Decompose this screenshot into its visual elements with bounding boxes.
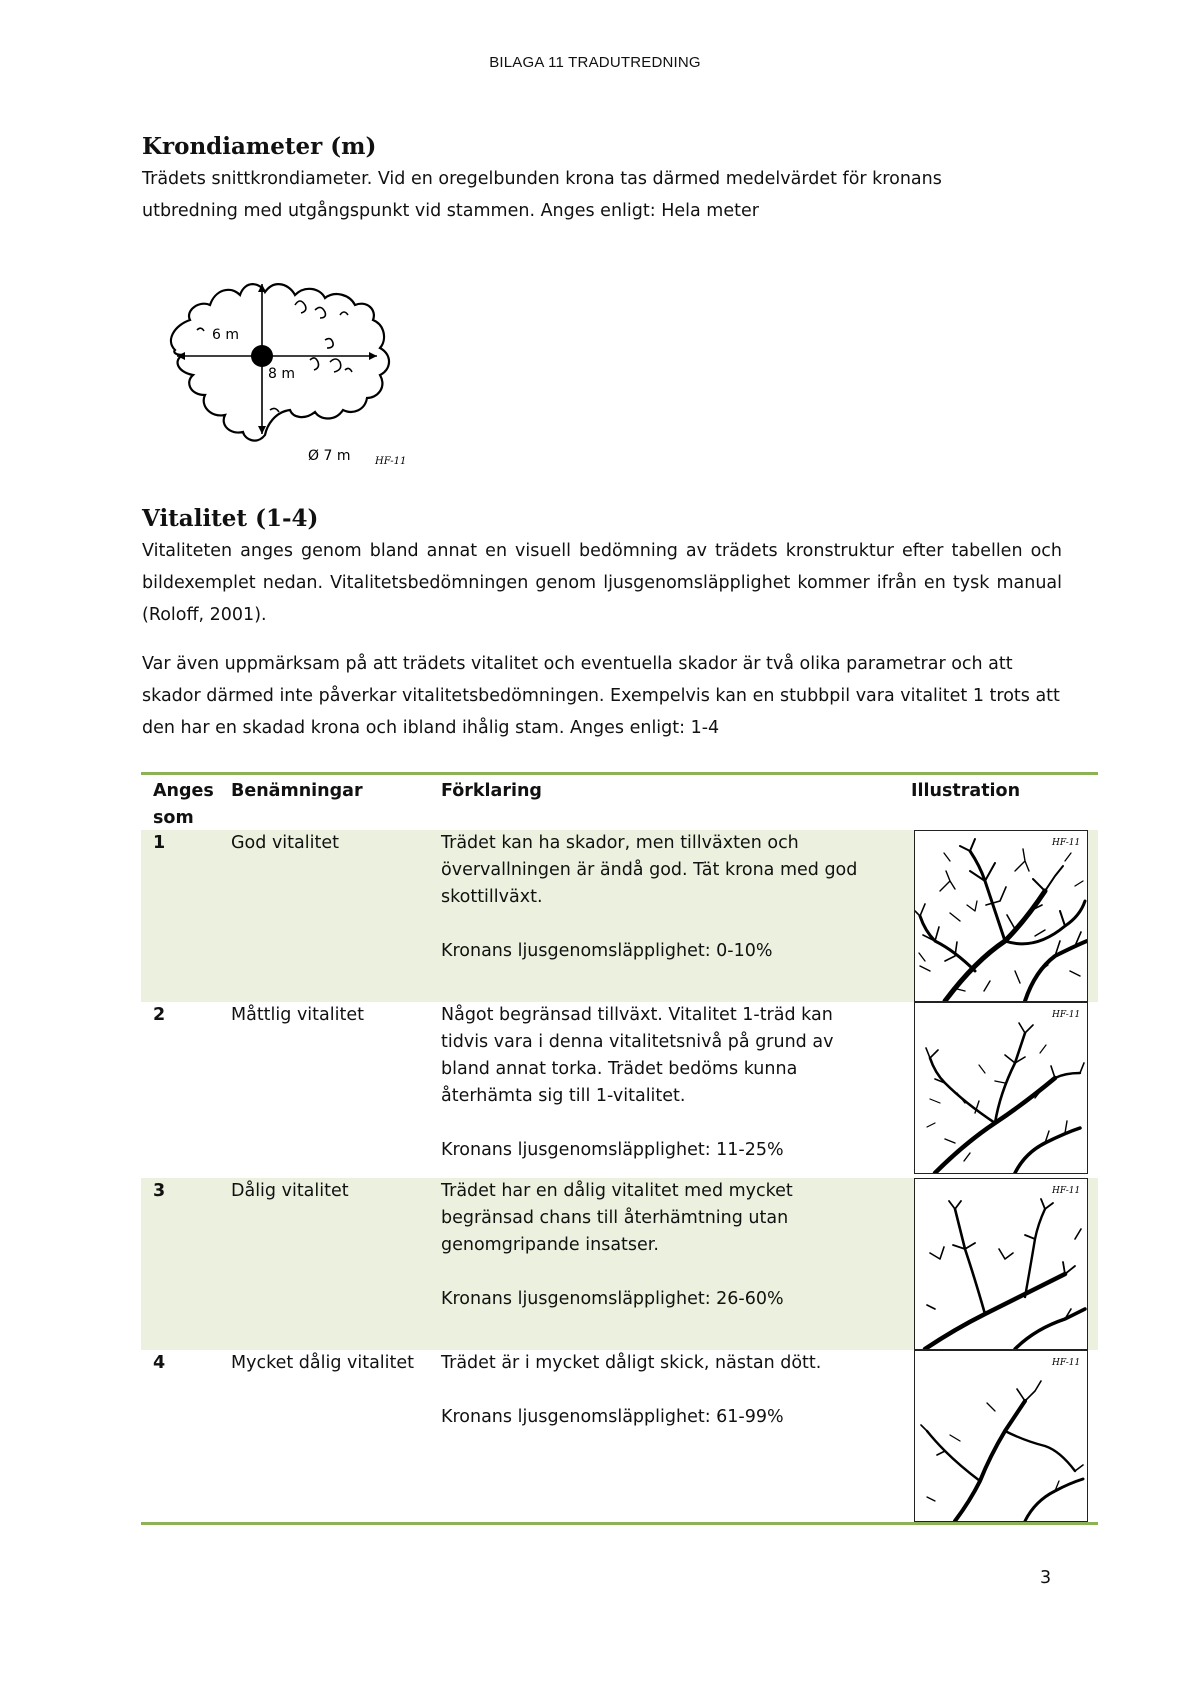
section-title-krondiameter: Krondiameter (m) — [142, 133, 377, 160]
row1-num: 1 — [153, 833, 166, 853]
row1-illustration — [914, 830, 1088, 1002]
crown-diameter-diagram — [155, 270, 430, 480]
svg-text:HF-11: HF-11 — [1052, 1010, 1081, 1020]
row1-light: Kronans ljusgenomsläpplighet: 0-10% — [441, 941, 773, 961]
row4-illustration — [914, 1350, 1088, 1522]
row2-explanation: Något begränsad tillväxt. Vitalitet 1-träd kan tidvis vara i denna vitalitetsnivå på grund av bland annat torka. Trädet bedöms kunna återhämta sig till 1-vitalitet. — [441, 1005, 834, 1106]
row4-num: 4 — [153, 1353, 166, 1373]
row1-explanation: Trädet kan ha skador, men tillväxten och övervallningen är ändå god. Tät krona med god skottillväxt. — [441, 833, 858, 907]
row4-name: Mycket dålig vitalitet — [231, 1353, 415, 1373]
row3-explanation-cell — [441, 1178, 881, 1313]
row2-light: Kronans ljusgenomsläpplighet: 11-25% — [441, 1140, 784, 1160]
row3-name: Dålig vitalitet — [231, 1181, 349, 1201]
row1-name: God vitalitet — [231, 833, 339, 853]
row1-explanation-cell — [441, 830, 881, 965]
svg-text:HF-11: HF-11 — [1052, 838, 1081, 848]
header-illustration: Illustration — [911, 781, 1021, 801]
page-header: BILAGA 11 TRADUTREDNING — [489, 54, 701, 71]
page-number: 3 — [1040, 1568, 1052, 1588]
header-anges-som: Anges som — [153, 781, 214, 828]
row2-name: Måttlig vitalitet — [231, 1005, 364, 1025]
table-bottom-rule — [141, 1522, 1098, 1525]
krondiameter-text — [142, 163, 1062, 227]
row4-explanation: Trädet är i mycket dåligt skick, nästan dött. — [441, 1353, 822, 1373]
row3-light: Kronans ljusgenomsläpplighet: 26-60% — [441, 1289, 784, 1309]
svg-text:HF-11: HF-11 — [1052, 1186, 1081, 1196]
row4-light: Kronans ljusgenomsläpplighet: 61-99% — [441, 1407, 784, 1427]
table-header-row — [141, 778, 1098, 830]
table-top-rule — [141, 772, 1098, 775]
row2-num: 2 — [153, 1005, 166, 1025]
row3-explanation: Trädet har en dålig vitalitet med mycket begränsad chans till återhämtning utan genomgripande insatser. — [441, 1181, 793, 1255]
row4-explanation-cell — [441, 1350, 881, 1431]
label-8m: 8 m — [268, 366, 295, 382]
row2-illustration — [914, 1002, 1088, 1174]
svg-text:HF-11: HF-11 — [1052, 1358, 1081, 1368]
vitalitet-paragraph-1: Vitaliteten anges genom bland annat en visuell bedömning av trädets kronstruktur efter tabellen och bildexemplet nedan. Vitalitetsbedömningen genom ljusgenomsläpplighet kommer ifrån en tysk manual (Roloff, 2001). — [142, 541, 1062, 625]
vitalitet-paragraph-2: Var även uppmärksam på att trädets vitalitet och eventuella skador är två olika parametrar och att skador därmed inte påverkar vitalitetsbedömningen. Exempelvis kan en stubbpil vara vitalitet 1 trots att den har en skadad krona och ibland ihålig stam. Anges enligt: 1-4 — [142, 654, 1060, 738]
label-diameter: Ø 7 m — [308, 448, 351, 464]
header-forklaring: Förklaring — [441, 781, 542, 801]
row3-illustration — [914, 1178, 1088, 1350]
crown-outline — [171, 284, 389, 440]
label-6m: 6 m — [212, 327, 239, 343]
header-benamningar: Benämningar — [231, 781, 363, 801]
trunk-dot — [251, 345, 273, 367]
krondiameter-text-line1: Trädets snittkrondiameter. Vid en oregelbunden krona tas därmed medelvärdet för kronans — [142, 169, 942, 189]
signature-mark: HF-11 — [375, 456, 407, 467]
krondiameter-text-line2: utbredning med utgångspunkt vid stammen. Anges enligt: Hela meter — [142, 201, 759, 221]
row3-num: 3 — [153, 1181, 166, 1201]
crown-diagram-svg — [155, 270, 430, 480]
section-title-vitalitet: Vitalitet (1-4) — [142, 505, 319, 532]
row2-explanation-cell — [441, 1002, 881, 1164]
